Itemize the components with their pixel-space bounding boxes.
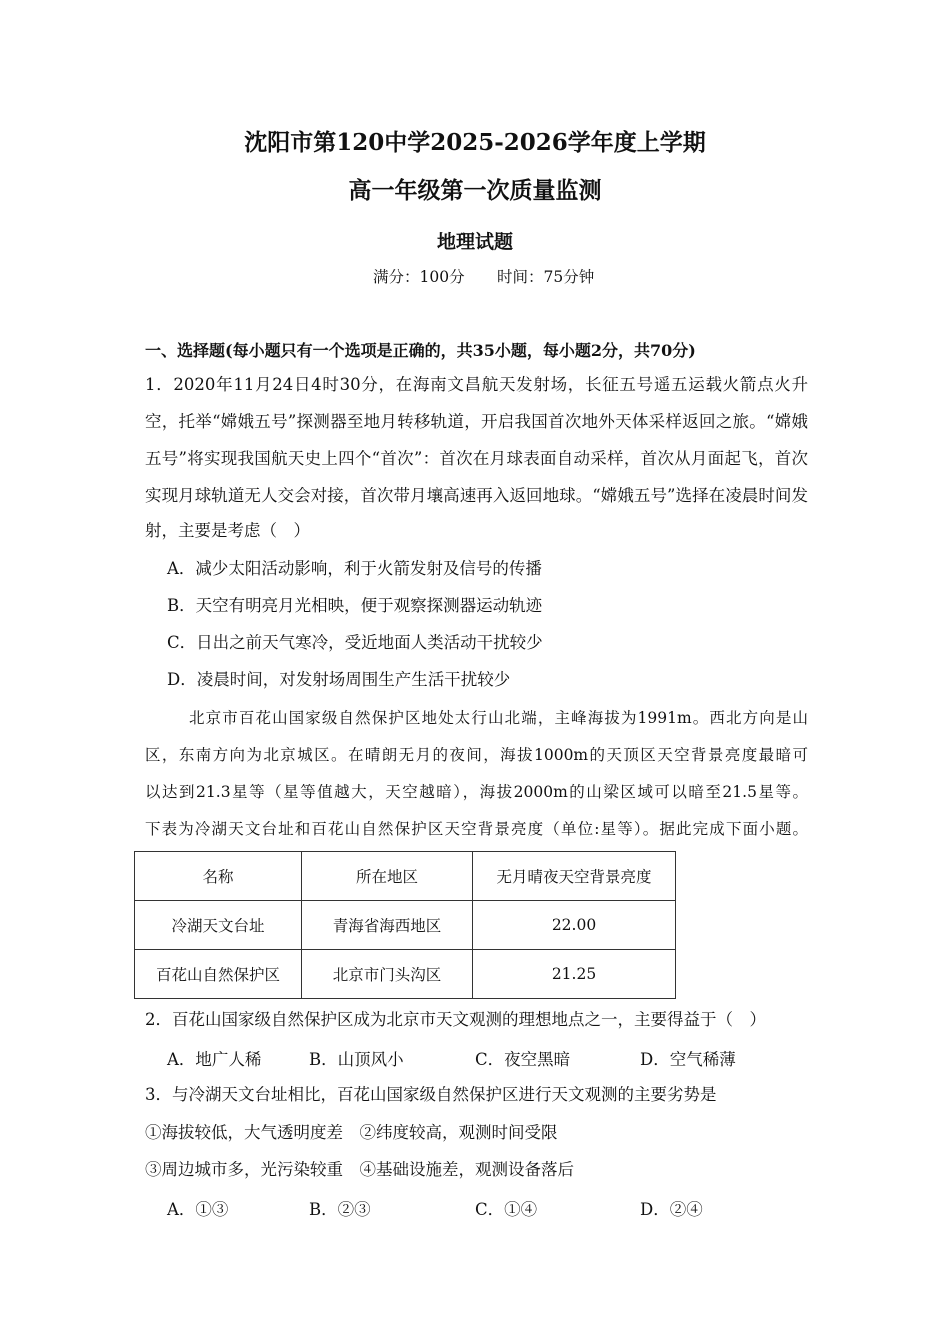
full-score: 满分：100分 xyxy=(373,268,465,286)
subject-title: 地理试题 xyxy=(436,231,513,253)
q3-items-line: ①海拔较低，大气透明度差 ②纬度较高，观测时间受限 xyxy=(145,1123,558,1142)
q1-stem-line: 射，主要是考虑（ ） xyxy=(145,521,310,540)
q2-option-b: B．山顶风小 xyxy=(309,1050,404,1069)
q1-stem-line: 空，托举“嫦娥五号”探测器至地月转移轨道，开启我国首次地外天体采样返回之旅。“嫦娥 xyxy=(145,412,808,431)
q2-stem: 2．百花山国家级自然保护区成为北京市天文观测的理想地点之一，主要得益于（ ） xyxy=(145,1010,766,1029)
table-cell: 青海省海西地区 xyxy=(302,901,473,950)
passage-line: 下表为冷湖天文台址和百花山自然保护区天空背景亮度（单位:星等）。据此完成下面小题。 xyxy=(145,820,808,838)
exam-subtitle: 高一年级第一次质量监测 xyxy=(348,177,602,204)
q3-option-c: C．①④ xyxy=(475,1200,538,1219)
q3-stem: 3．与冷湖天文台址相比，百花山国家级自然保护区进行天文观测的主要劣势是 xyxy=(145,1085,717,1104)
q1-stem-line: 实现月球轨道无人交会对接，首次带月壤高速再入返回地球。“嫦娥五号”选择在凌晨时间发 xyxy=(145,486,808,505)
table-header-row xyxy=(135,852,676,901)
passage-line: 区，东南方向为北京城区。在晴朗无月的夜间，海拔1000m的天顶区天空背景亮度最暗可 xyxy=(145,746,808,764)
header-cell: 名称 xyxy=(135,852,302,901)
table-row xyxy=(135,901,676,950)
table-cell: 百花山自然保护区 xyxy=(135,950,302,999)
sky-brightness-table xyxy=(134,851,676,999)
q2-option-c: C．夜空黑暗 xyxy=(475,1050,571,1069)
q1-stem-line: 五号”将实现我国航天史上四个“首次”：首次在月球表面自动采样，首次从月面起飞，首次 xyxy=(145,449,808,468)
table-row xyxy=(135,950,676,999)
q3-option-a: A．①③ xyxy=(167,1200,229,1219)
table-cell: 冷湖天文台址 xyxy=(135,901,302,950)
q1-option-d: D．凌晨时间，对发射场周围生产生活干扰较少 xyxy=(167,670,511,689)
q1-option-c: C．日出之前天气寒冷，受近地面人类活动干扰较少 xyxy=(167,633,543,652)
q1-stem-line: 1．2020年11月24日4时30分，在海南文昌航天发射场，长征五号遥五运载火箭点火升 xyxy=(145,375,808,394)
passage-line: 北京市百花山国家级自然保护区地处太行山北端，主峰海拔为1991m。西北方向是山 xyxy=(189,709,808,727)
exam-title: 沈阳市第120中学2025-2026学年度上学期 xyxy=(244,129,706,156)
table-cell: 北京市门头沟区 xyxy=(302,950,473,999)
exam-time: 时间：75分钟 xyxy=(497,268,595,286)
header-cell: 所在地区 xyxy=(302,852,473,901)
section-heading: 一、选择题(每小题只有一个选项是正确的，共35小题，每小题2分，共70分) xyxy=(145,341,696,360)
q3-option-b: B．②③ xyxy=(309,1200,371,1219)
q1-option-b: B．天空有明亮月光相映，便于观察探测器运动轨迹 xyxy=(167,596,543,615)
table-cell: 22.00 xyxy=(473,901,676,950)
q3-items-line: ③周边城市多，光污染较重 ④基础设施差，观测设备落后 xyxy=(145,1160,574,1179)
passage-line: 以达到21.3星等（星等值越大，天空越暗），海拔2000m的山梁区域可以暗至21.5星等。 xyxy=(145,783,808,801)
q1-option-a: A．减少太阳活动影响，利于火箭发射及信号的传播 xyxy=(167,559,542,578)
table-cell: 21.25 xyxy=(473,950,676,999)
q3-option-d: D．②④ xyxy=(640,1200,703,1219)
q2-option-d: D．空气稀薄 xyxy=(640,1050,736,1069)
header-cell: 无月晴夜天空背景亮度 xyxy=(473,852,676,901)
q2-option-a: A．地广人稀 xyxy=(167,1050,262,1069)
